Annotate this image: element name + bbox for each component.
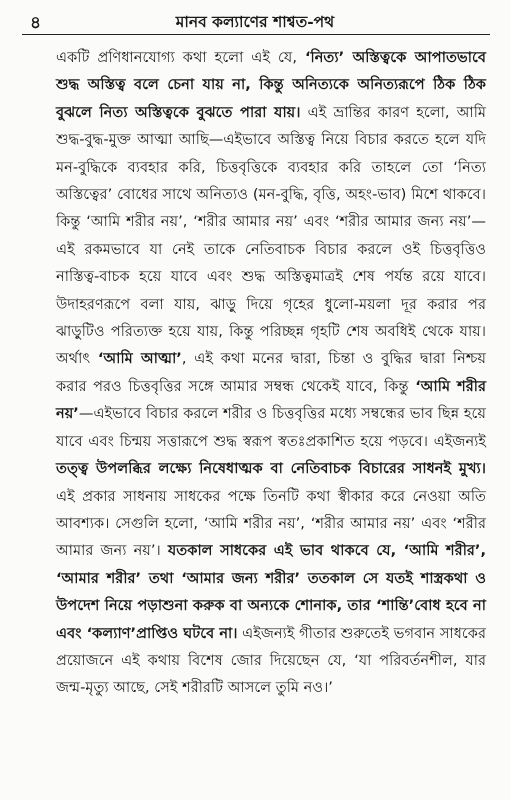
text-run: এইজন্যই গীতার শুরুতেই ভগবান সাধকের প্রয়োজনে এই কথায় বিশেষ জোর দিয়েছেন যে, ‘যা পরিবর্তনশীল, যার জন্ম-মৃত্যু আছে, সেই শরীরটি আসলে তুমি নও।’ [56, 624, 486, 697]
text-run: একটি প্রণিধানযোগ্য কথা হলো এই যে, [56, 49, 305, 66]
text-run: , এই কথা মনের দ্বারা, চিন্তা ও বুদ্ধির দ্বারা নিশ্চয় করার পরও চিত্তবৃত্তির সঙ্গে আমার সম্বন্ধ থেকেই যাবে, কিন্তু [56, 350, 486, 395]
page-header [18, 6, 492, 36]
bold-text-run: ‘আমি আত্মা’ [97, 350, 182, 368]
text-run: এই প্রকার সাধনায় সাধকের পক্ষে তিনটি কথা স্বীকার করে নেওয়া অতি আবশ্যক। সেগুলি হলো, ‘আমি শরীর নয়’, ‘শরীর আমার নয়’ এবং ‘শরীর আমার জন্য নয়’। [56, 487, 486, 560]
bold-text-run: তত্ত্ব উপলব্ধির লক্ষ্যে নিষেধাত্মক বা নেতিবাচক বিচারের সাধনই মুখ্য। [56, 460, 486, 478]
page-number: ৪ [30, 13, 42, 33]
bold-text-run: ‘নিত্য’ অস্তিত্বকে আপাতভাবে শুদ্ধ অস্তিত্ব বলে চেনা যায় না, কিন্তু অনিত্যকে অনিত্যরূপে ঠিক ঠিক বুঝলে নিত্য অস্তিত্বকে বুঝতে পারা যায়। [56, 49, 486, 121]
header-rule [22, 34, 490, 35]
bold-text-run: যতকাল সাধকের এই ভাব থাকবে যে, ‘আমি শরীর’, ‘আমার শরীর’ তথা ‘আমার জন্য শরীর’ ততকাল সে যতই শাস্ত্রকথা ও উপদেশ নিয়ে পড়াশুনা করুক বা অন্যকে শোনাক, তার ‘শান্তি’বোধ হবে না এবং ‘কল্যাণ’প্রাপ্তিও ঘটবে না। [56, 542, 486, 642]
text-run: এই ভ্রান্তির কারণ হলো, আমি শুদ্ধ-বুদ্ধ-মুক্ত আত্মা আছি—এইভাবে অস্তিত্ব নিয়ে বিচার করতে হলে যদি মন-বুদ্ধিকে ব্যবহার করি, চিত্তবৃত্তিকে ব্যবহার করি তাহলে তো ‘নিত্য অস্তিত্বের’ বোধের সাথে অনিত্যও (মন-বুদ্ধি, বৃত্তি, অহং-ভাব) মিশে থাকবে। কিন্তু ‘আমি শরীর নয়’, ‘শরীর আমার নয়’ এবং ‘শরীর আমার জন্য নয়’—এই রকমভাবে যা নেই তাকে নেতিবাচক বিচার করলে ওই চিত্তবৃত্তিও নাস্তিত্ব-বাচক হয়ে যাবে এবং শুদ্ধ অস্তিত্বমাত্রই শেষ পর্যন্ত রয়ে যাবে। উদাহরণরূপে বলা যায়, ঝাড়ু দিয়ে গৃহের ধুলো-ময়লা দূর করার পর ঝাড়ুটিও পরিত্যক্ত হয়ে যায়, কিন্তু পরিচ্ছন্ন গৃহটি শেষ অবধিই থেকে যায়। অর্থাৎ [56, 103, 486, 368]
text-run: —এইভাবে বিচার করলে শরীর ও চিত্তবৃত্তির মধ্যে সম্বন্ধের ভাব ছিন্ন হয়ে যাবে এবং চিন্ময় সত্তারূপে শুদ্ধ স্বরূপ স্বতঃপ্রকাশিত হয়ে পড়বে। এইজন্যই [56, 405, 486, 450]
bold-text-run: ‘আমি শরীর নয়’ [56, 377, 486, 423]
body-text [30, 44, 486, 702]
running-title: মানব কল্যাণের শাশ্বত-পথ [175, 12, 335, 31]
paragraph [30, 44, 486, 702]
